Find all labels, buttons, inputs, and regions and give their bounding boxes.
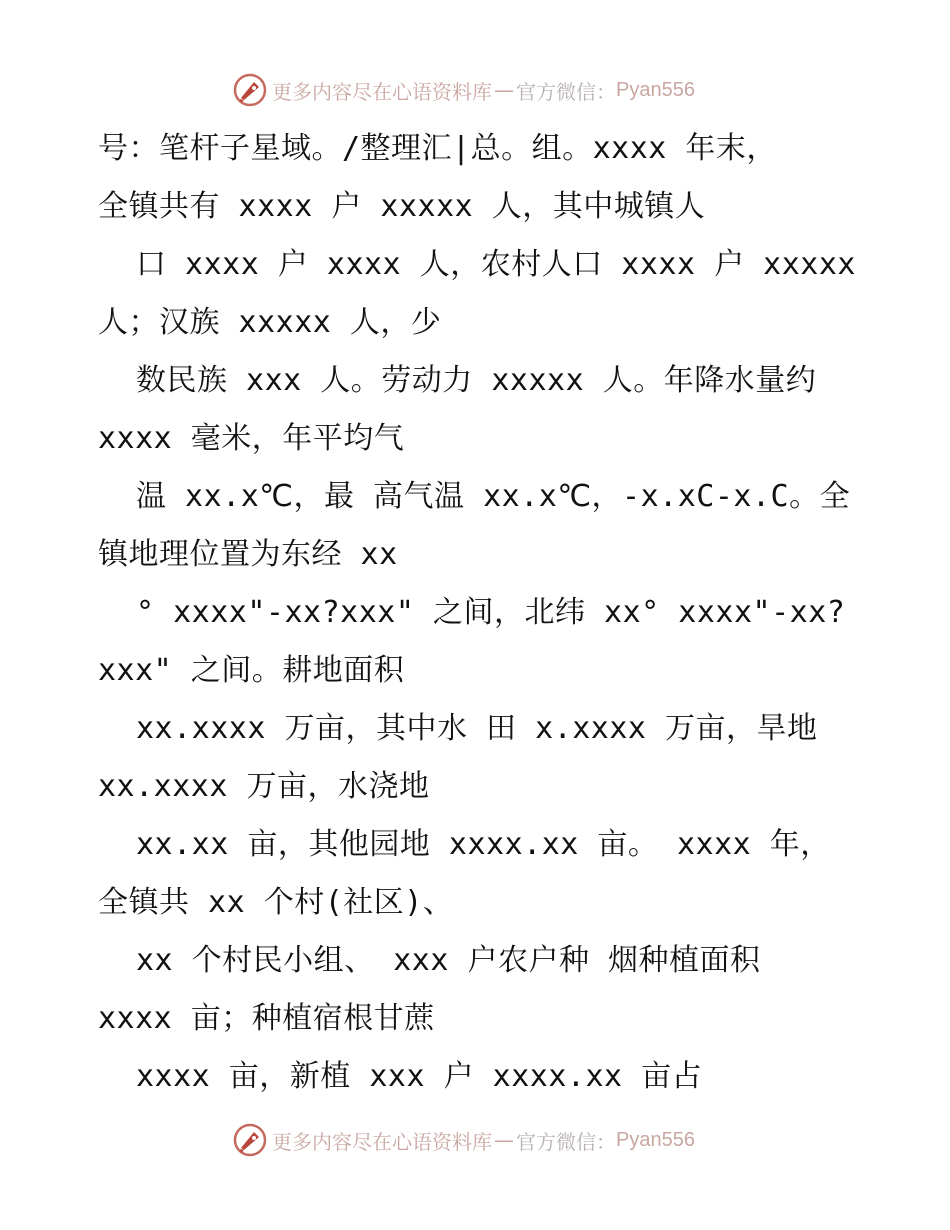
document-body — [98, 120, 888, 1106]
pen-nib-logo-icon — [232, 1122, 268, 1158]
text-line: xxxx 亩；种植宿根甘蔗 — [98, 1001, 435, 1036]
text-line: 口 xxxx 户 xxxx 人，农村人口 xxxx 户 xxxxx — [136, 247, 856, 282]
text-line: xx.xx 亩，其他园地 xxxx.xx 亩。 xxxx 年， — [136, 827, 831, 862]
footer-watermark — [0, 1120, 950, 1160]
text-line: 数民族 xxx 人。劳动力 xxxxx 人。年降水量约 — [136, 363, 817, 398]
text-line: xx.xxxx 万亩，其中水 田 x.xxxx 万亩，旱地 — [136, 711, 818, 746]
text-line: 温 xx.x℃，最 高气温 xx.x℃，-x.xC-x.C。全 — [136, 479, 851, 514]
text-line: xxxx 亩，新植 xxx 户 xxxx.xx 亩占 — [136, 1059, 703, 1094]
text-line: 全镇共 xx 个村(社区)、 — [98, 885, 454, 920]
text-line: xx 个村民小组、 xxx 户农户种 烟种植面积 — [136, 943, 761, 978]
text-line: 人；汉族 xxxxx 人，少 — [98, 305, 442, 340]
watermark-separator: — — [494, 1128, 514, 1152]
text-line: xxx" 之间。耕地面积 — [98, 653, 405, 688]
header-watermark — [0, 70, 950, 110]
text-line: 号：笔杆子星域。/整理汇|总。组。xxxx 年末， — [98, 131, 777, 166]
pen-nib-logo-icon — [232, 72, 268, 108]
watermark-wechat-id: Pyan556 — [616, 78, 695, 101]
watermark-separator: — — [494, 78, 514, 102]
watermark-text: 更多内容尽在心语资料库 — [272, 79, 492, 104]
watermark-text: 更多内容尽在心语资料库 — [272, 1129, 492, 1154]
text-line: ° xxxx"-xx?xxx" 之间，北纬 xx° xxxx"-xx? — [136, 595, 846, 630]
watermark-wechat-label: 官方微信： — [516, 79, 616, 104]
text-line: xxxx 毫米，年平均气 — [98, 421, 405, 456]
watermark-wechat-id: Pyan556 — [616, 1128, 695, 1151]
text-line: xx.xxxx 万亩，水浇地 — [98, 769, 430, 804]
text-line: 镇地理位置为东经 xx — [98, 537, 398, 572]
watermark-wechat-label: 官方微信： — [516, 1129, 616, 1154]
text-line: 全镇共有 xxxx 户 xxxxx 人，其中城镇人 — [98, 189, 706, 224]
